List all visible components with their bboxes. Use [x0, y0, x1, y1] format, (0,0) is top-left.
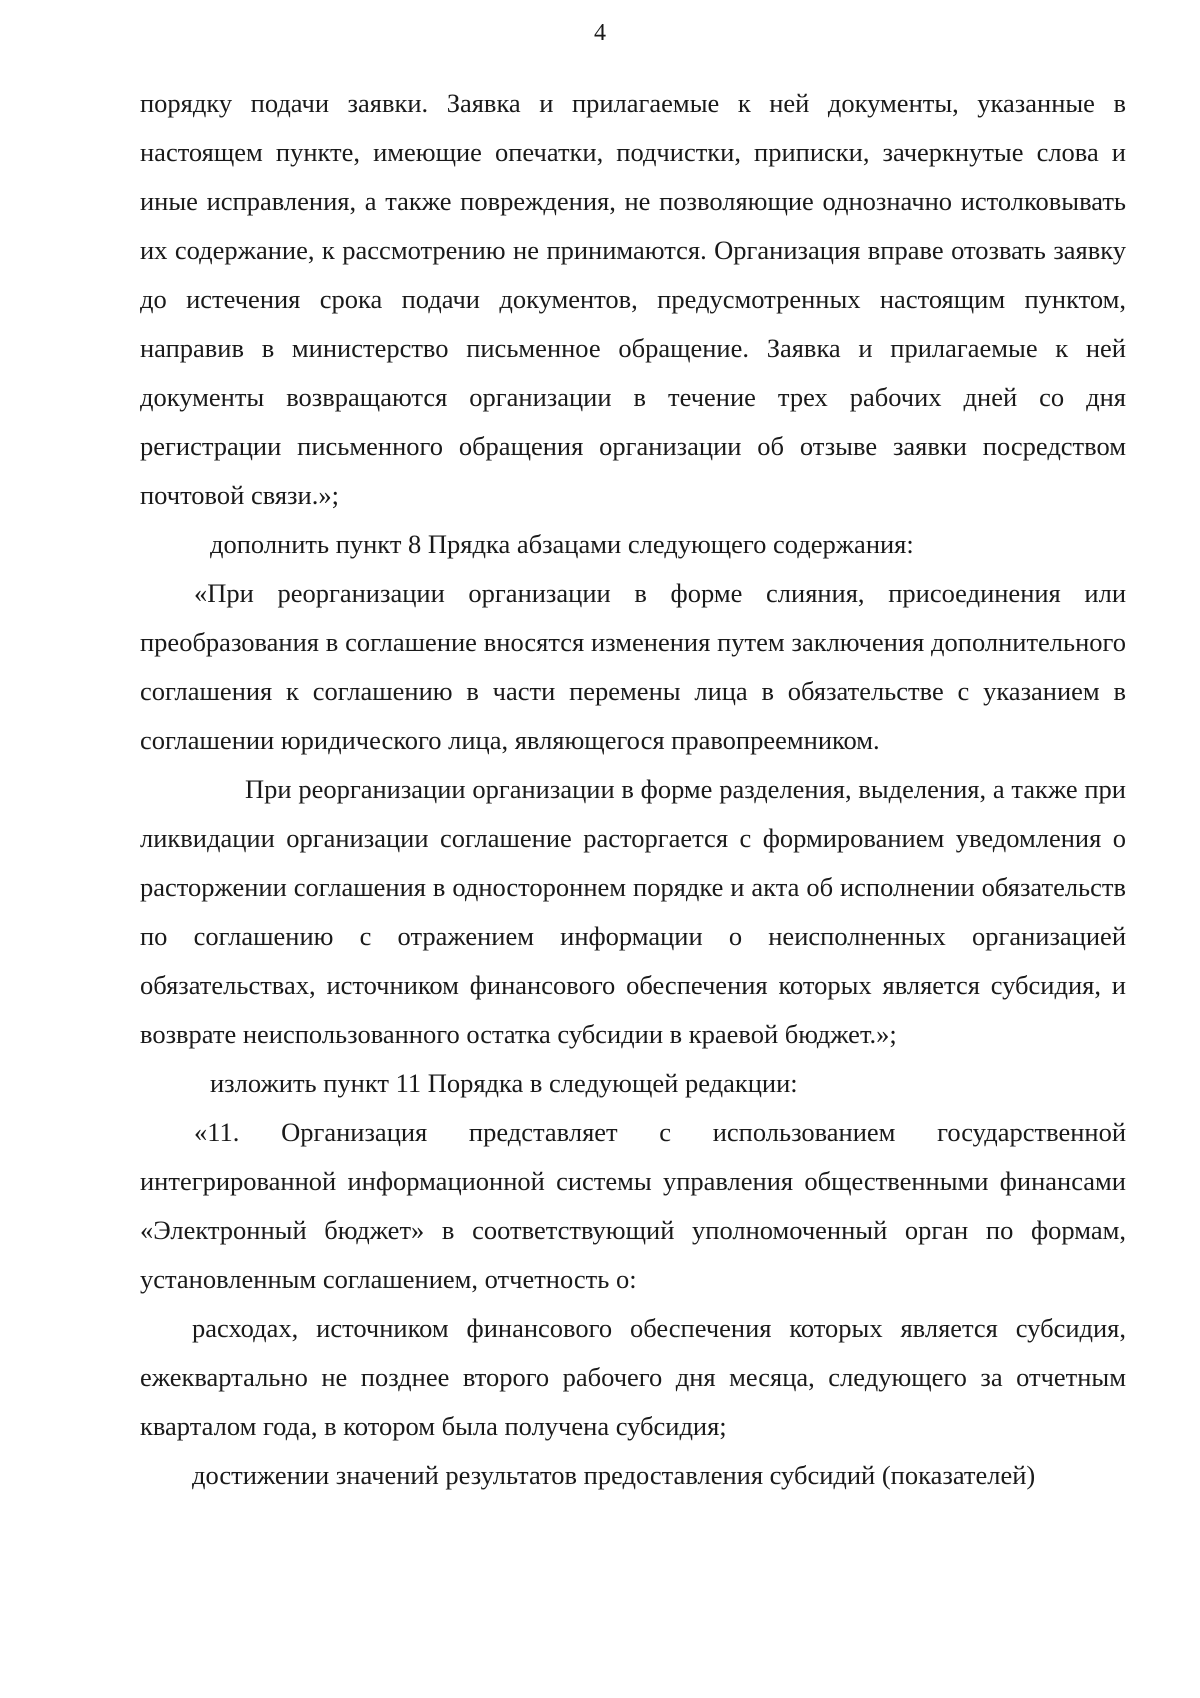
paragraph-reorganization-division: При реорганизации организации в форме разделения, выделения, а также при ликвидации организации соглашение расторгается с формированием уведомления о расторжении соглашения в одностороннем порядке и акта об исполнении обязательств по соглашению с отражением информации о неисполненных организацией обязательствах, источником финансового обеспечения которых является субсидия, и возврате неиспользованного остатка субсидии в краевой бюджет.»; — [140, 774, 1126, 1049]
paragraph-point-11-reporting: «11. Организация представляет с использованием государственной интегрированной информационной системы управления общественными финансами «Электронный бюджет» в соответствующий уполномоченный орган по формам, установленным соглашением, отчетность о: — [140, 1117, 1126, 1294]
paragraph-amend-point-8: дополнить пункт 8 Прядка абзацами следующего содержания: — [210, 529, 914, 559]
paragraph-expenses-report: расходах, источником финансового обеспечения которых является субсидия, ежеквартально не позднее второго рабочего дня месяца, следующего за отчетным кварталом года, в котором была получена субсидия; — [140, 1313, 1126, 1441]
paragraph-results-report: достижении значений результатов предоставления субсидий (показателей) — [192, 1460, 1036, 1490]
paragraph-amend-point-11: изложить пункт 11 Порядка в следующей редакции: — [210, 1068, 798, 1098]
page-number: 4 — [594, 20, 606, 46]
paragraph-reorganization-merger: «При реорганизации организации в форме слияния, присоединения или преобразования в соглашение вносятся изменения путем заключения дополнительного соглашения к соглашению в части перемены лица в обязательстве с указанием в соглашении юридического лица, являющегося правопреемником. — [140, 578, 1126, 755]
document-body — [140, 79, 1126, 1500]
paragraph-application-withdrawal: порядку подачи заявки. Заявка и прилагаемые к ней документы, указанные в настоящем пункте, имеющие опечатки, подчистки, приписки, зачеркнутые слова и иные исправления, а также повреждения, не позволяющие однозначно истолковывать их содержание, к рассмотрению не принимаются. Организация вправе отозвать заявку до истечения срока подачи документов, предусмотренных настоящим пунктом, направив в министерство письменное обращение. Заявка и прилагаемые к ней документы возвращаются организации в течение трех рабочих дней со дня регистрации письменного обращения организации об отзыве заявки посредством почтовой связи.»; — [140, 88, 1126, 510]
